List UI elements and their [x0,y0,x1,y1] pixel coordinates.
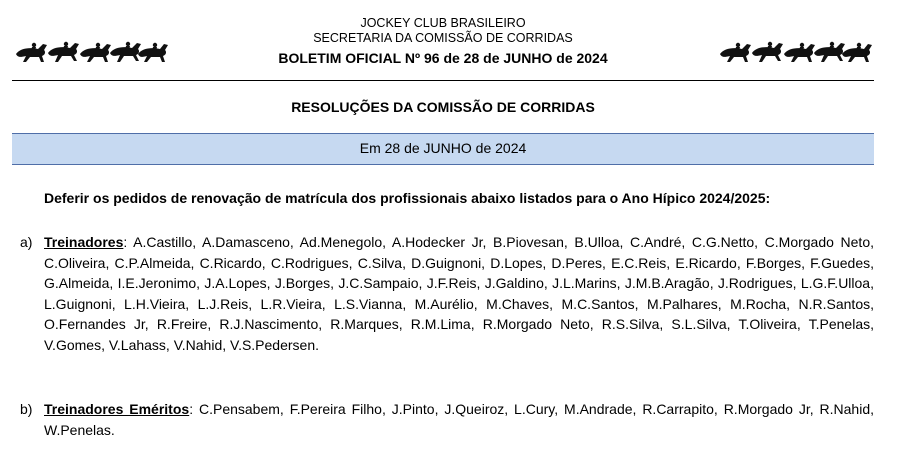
item-body [44,232,874,356]
list-item [12,399,874,440]
item-label: Treinadores Eméritos [44,401,190,417]
item-body [44,399,874,440]
org-name: JOCKEY CLUB BRASILEIRO [360,16,526,30]
item-label: Treinadores [44,234,124,250]
item-text: : A.Castillo, A.Damasceno, Ad.Menegolo, A.Hodecker Jr, B.Piovesan, B.Ulloa, C.André, C.G.Netto, C.Morgado Neto, C.Oliveira, C.P.Almeida, C.Ricardo, C.Rodrigues, C.Silva, D.Guignoni, D.Lopes, D.Peres, E.C.Reis, E.Ricardo, F.Borges, F.Guedes, G.Almeida, I.E.Jeronimo, J.A.Lopes, J.Borges, J.C.Sampaio, J.F.Reis, J.Galdino, J.L.Marins, J.M.B.Aragão, J.Rodrigues, L.G.F.Ulloa, L.Guignoni, L.H.Vieira, L.J.Reis, L.R.Vieira, L.S.Vianna, M.Aurélio, M.Chaves, M.C.Santos, M.Palhares, M.Rocha, N.R.Santos, O.Fernandes Jr, R.Freire, R.J.Nascimento, R.Marques, R.M.Lima, R.Morgado Neto, R.S.Silva, S.L.Silva, T.Oliveira, T.Penelas, V.Gomes, V.Lahass, V.Nahid, V.S.Pedersen. [44,234,874,353]
item-text: : C.Pensabem, F.Pereira Filho, J.Pinto, J.Queiroz, L.Cury, M.Andrade, R.Carrapito, R.Morgado Jr, R.Nahid, W.Penelas. [44,401,874,438]
bulletin-header [12,12,874,78]
resolution-intro: Deferir os pedidos de renovação de matrícula dos profissionais abaixo listados para o Ano Hípico 2024/2025: [44,190,771,206]
list-item [12,232,874,356]
item-marker: b) [20,401,33,417]
section-title: RESOLUÇÕES DA COMISSÃO DE CORRIDAS [291,99,595,115]
bulletin-title: BOLETIM OFICIAL Nº 96 de 28 de JUNHO de 2024 [278,50,608,66]
date-bar: Em 28 de JUNHO de 2024 [12,133,874,165]
racing-horses-icon [716,34,874,66]
org-department: SECRETARIA DA COMISSÃO DE CORRIDAS [313,31,573,45]
item-marker: a) [20,234,33,250]
header-divider [12,80,874,81]
